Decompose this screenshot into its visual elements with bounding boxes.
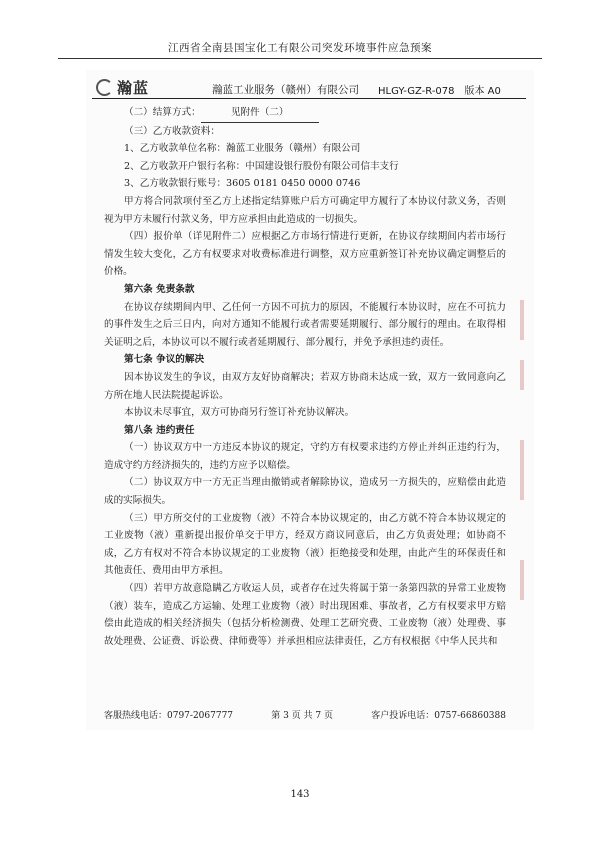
paragraph: 甲方将合同款项付至乙方上述指定结算账户后方可确定甲方履行了本协议付款义务，否则视为甲方未履行付款义务，甲方应承担由此造成的一切损失。 [104, 195, 506, 225]
seal-stamp-fragment [502, 560, 524, 600]
document-company: 瀚蓝工业服务（赣州）有限公司 [212, 84, 359, 96]
settlement-label: （二）结算方式： [124, 107, 201, 118]
section-heading: 第八条 违约责任 [124, 424, 195, 436]
paragraph: （二）协议双方中一方无正当理由撤销或者解除协议，造成另一方损失的，应赔偿由此造成的实际损失。 [104, 477, 506, 507]
paragraph: （四）报价单（详见附件二）应根据乙方市场行情进行更新，在协议存续期间内若市场行情发生较大变化，乙方有权要求对收费标准进行调整，双方应重新签订补充协议确定调整后的价格。 [104, 231, 506, 278]
paragraph: 3、乙方收款银行账号：3605 0181 0450 0000 0746 [124, 178, 361, 190]
paragraph: 因本协议发生的争议，由双方友好协商解决；若双方协商未达成一致，双方一致同意向乙方所在地人民法院提起诉讼。 [104, 371, 506, 401]
settlement-value: 见附件（二） [201, 104, 319, 123]
settlement-method [104, 104, 506, 123]
company-logo [96, 76, 149, 98]
paragraph: 2、乙方收款开户银行名称：中国建设银行股份有限公司信丰支行 [124, 160, 399, 172]
document-header-divider [92, 98, 526, 99]
logo-text: 瀚蓝 [117, 78, 150, 97]
page-header: 江西省全南县国宝化工有限公司突发环境事件应急预案 [168, 42, 432, 54]
page-number: 143 [290, 789, 310, 800]
section-heading: 第六条 免责条款 [124, 283, 195, 295]
page-info: 第 3 页 共 7 页 [271, 711, 334, 721]
paragraph: （一）协议双方中一方违反本协议的规定，守约方有权要求违约方停止并纠正违约行为，造成守约方经济损失的，违约方应予以赔偿。 [104, 442, 506, 471]
paragraph: 在协议存续期间内甲、乙任何一方因不可抗力的原因，不能履行本协议时，应在不可抗力的事件发生之后三日内，向对方通知不能履行或者需要延期履行、部分履行的理由。在取得相关证明之后，本协议可以不履行或者延期履行、部分履行，并免予承担违约责任。 [104, 301, 506, 348]
complaint-phone: 客户投诉电话：0757-66860388 [371, 711, 506, 721]
seal-stamp-fragment [502, 360, 524, 390]
document-code: HLGY-GZ-R-078 版本 A0 [378, 86, 501, 97]
service-phone: 客服热线电话：0797-2067777 [104, 711, 234, 721]
logo-icon [96, 79, 113, 96]
paragraph: 1、乙方收款单位名称：瀚蓝工业服务（赣州）有限公司 [124, 143, 361, 155]
paragraph: 本协议未尽事宜，双方可协商另行签订补充协议解决。 [124, 407, 355, 419]
paragraph: （三）乙方收款资料： [124, 125, 220, 137]
paragraph: （四）若甲方故意隐瞒乙方收运人员，或者存在过失将属于第一条第四款的异常工业废物（液）装车，造成乙方运输、处理工业废物（液）时出现困难、事故者，乙方有权要求甲方赔偿由此造成的相关经济损失（包括分析检测费、处理工艺研究费、工业废物（液）处理费、事故处理费、公证费、诉讼费、律师费等）并承担相应法律责任，乙方有权根据《中华人民共和 [104, 583, 506, 647]
document-footer [104, 708, 506, 721]
seal-stamp-fragment [502, 300, 524, 340]
paragraph: （三）甲方所交付的工业废物（液）不符合本协议规定的，由乙方就不符合本协议规定的工业废物（液）重新提出报价单交于甲方，经双方商议同意后，由乙方负责处理；如协商不成，乙方有权对不符合本协议规定的工业废物（液）拒绝接受和处理，由此产生的环保责任和其他责任、费用由甲方承担。 [104, 512, 506, 577]
header-divider [58, 58, 542, 59]
seal-stamp-fragment [502, 440, 524, 500]
section-heading: 第七条 争议的解决 [124, 354, 205, 366]
document-body [104, 104, 506, 650]
